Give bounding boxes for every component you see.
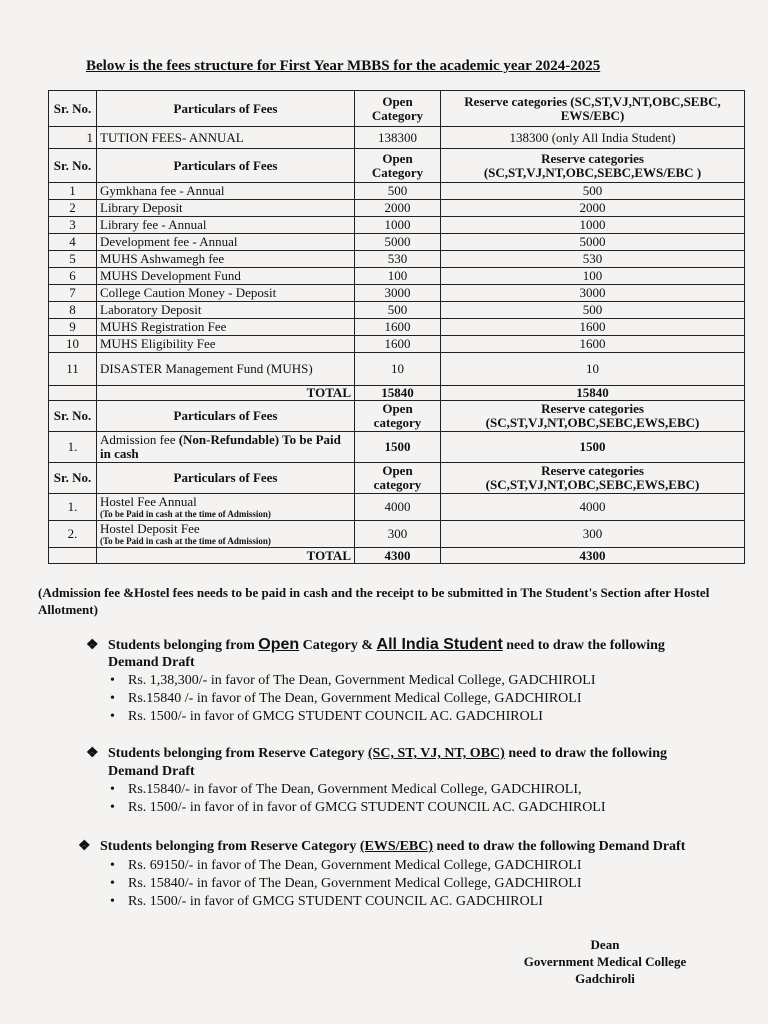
cell-particular: Laboratory Deposit: [97, 302, 355, 319]
list-item: • Rs. 69150/- in favor of The Dean, Government Medical College, GADCHIROLI: [128, 857, 581, 875]
open-category-label: Open: [258, 636, 300, 653]
total-row: [49, 386, 745, 401]
cell-particular: Development fee - Annual: [97, 234, 355, 251]
cell-particular: MUHS Registration Fee: [97, 319, 355, 336]
table-header: [49, 91, 745, 127]
total-row: [49, 548, 745, 564]
cell-particular: DISASTER Management Fund (MUHS): [97, 353, 355, 386]
cell-open: 1600: [355, 319, 441, 336]
cell-sr: 1: [49, 183, 97, 200]
table-row: [49, 353, 745, 386]
total-label: TOTAL: [97, 386, 355, 401]
header-reserve: Reserve categories (SC,ST,VJ,NT,OBC,SEBC, EWS/EBC): [441, 91, 745, 127]
hostel-fee-note: (To be Paid in cash at the time of Admission): [100, 509, 271, 519]
header-open: Open category: [355, 401, 441, 432]
total-open: 15840: [355, 386, 441, 401]
header-open: Open Category: [355, 149, 441, 183]
signature-block: [500, 936, 710, 987]
header-open: Open Category: [355, 91, 441, 127]
cell-open: 1000: [355, 217, 441, 234]
section-heading: ❖ Students belonging from Open Category & All India Student need to draw the following: [86, 636, 665, 653]
diamond-bullet-icon: ❖: [78, 839, 91, 854]
header-sr: Sr. No.: [49, 401, 97, 432]
cell-particular: Library fee - Annual: [97, 217, 355, 234]
cell-sr: 3: [49, 217, 97, 234]
table-row: [49, 183, 745, 200]
list-item: • Rs. 15840/- in favor of The Dean, Government Medical College, GADCHIROLI: [128, 875, 581, 893]
cell-open: 500: [355, 183, 441, 200]
header-reserve: Reserve categories (SC,ST,VJ,NT,OBC,SEBC,EWS,EBC): [441, 463, 745, 494]
cell-reserve: 138300 (only All India Student): [441, 127, 745, 149]
cell-particular: MUHS Ashwamegh fee: [97, 251, 355, 268]
page-title: Below is the fees structure for First Year MBBS for the academic year 2024-2025: [86, 58, 601, 74]
table-row: [49, 217, 745, 234]
table-header: [49, 401, 745, 432]
table-row: [49, 319, 745, 336]
table-row: [49, 302, 745, 319]
cell-reserve: 10: [441, 353, 745, 386]
table-row: [49, 494, 745, 521]
cell-sr: 4: [49, 234, 97, 251]
section-heading-line2: Demand Draft: [108, 764, 195, 779]
cell-reserve: 100: [441, 268, 745, 285]
admission-fee-label: Admission fee: [100, 432, 179, 447]
cell-reserve: 3000: [441, 285, 745, 302]
header-sr: Sr. No.: [49, 149, 97, 183]
cell-open: 138300: [355, 127, 441, 149]
cell-particular: [97, 494, 355, 521]
admission-fee-note: (Non-Refundable) To be Paid in cash: [100, 432, 341, 461]
diamond-bullet-icon: ❖: [86, 638, 99, 653]
cell-open: 4000: [355, 494, 441, 521]
header-open: Open category: [355, 463, 441, 494]
hostel-deposit-label: Hostel Deposit Fee: [100, 521, 200, 536]
table-row: [49, 251, 745, 268]
cell-sr: 1.: [49, 432, 97, 463]
cell-open: 3000: [355, 285, 441, 302]
cell-sr: 8: [49, 302, 97, 319]
cell-sr: 2: [49, 200, 97, 217]
cell-open: 1500: [355, 432, 441, 463]
cell-open: 2000: [355, 200, 441, 217]
demand-draft-list: [128, 857, 581, 911]
cell-sr: 2.: [49, 521, 97, 548]
cell-reserve: 5000: [441, 234, 745, 251]
cell-reserve: 1000: [441, 217, 745, 234]
total-label: TOTAL: [97, 548, 355, 564]
table-header: [49, 463, 745, 494]
list-item: • Rs.15840 /- in favor of The Dean, Government Medical College, GADCHIROLI: [128, 690, 595, 708]
fees-table: [48, 90, 745, 564]
cell-sr: 5: [49, 251, 97, 268]
cell-particular: Library Deposit: [97, 200, 355, 217]
cell-reserve: 1500: [441, 432, 745, 463]
ews-category-label: (EWS/EBC): [359, 839, 434, 854]
list-item: • Rs. 1500/- in favor of GMCG STUDENT COUNCIL AC. GADCHIROLI: [128, 893, 581, 911]
cell-particular: [97, 521, 355, 548]
table-row: [49, 127, 745, 149]
cell-particular: TUTION FEES- ANNUAL: [97, 127, 355, 149]
list-item: • Rs.15840/- in favor of The Dean, Government Medical College, GADCHIROLI,: [128, 781, 606, 799]
table-row: [49, 234, 745, 251]
all-india-label: All India Student: [376, 636, 503, 653]
cell-open: 10: [355, 353, 441, 386]
cell-open: 530: [355, 251, 441, 268]
header-particulars: Particulars of Fees: [97, 149, 355, 183]
table-row: [49, 200, 745, 217]
cell-open: 300: [355, 521, 441, 548]
cell-open: 500: [355, 302, 441, 319]
list-item: • Rs. 1,38,300/- in favor of The Dean, Government Medical College, GADCHIROLI: [128, 672, 595, 690]
table-row: [49, 336, 745, 353]
cell-open: 5000: [355, 234, 441, 251]
header-particulars: Particulars of Fees: [97, 463, 355, 494]
list-item: • Rs. 1500/- in favor of in favor of GMCG STUDENT COUNCIL AC. GADCHIROLI: [128, 799, 606, 817]
cell-reserve: 500: [441, 302, 745, 319]
cell-reserve: 4000: [441, 494, 745, 521]
total-open: 4300: [355, 548, 441, 564]
diamond-bullet-icon: ❖: [86, 746, 99, 761]
hostel-fee-label: Hostel Fee Annual: [100, 494, 197, 509]
section-heading: ❖ Students belonging from Reserve Category (EWS/EBC) need to draw the following Demand Draft: [78, 839, 686, 854]
cell-reserve: 300: [441, 521, 745, 548]
cell-reserve: 1600: [441, 336, 745, 353]
table-row: [49, 521, 745, 548]
cell-sr: 6: [49, 268, 97, 285]
header-reserve: Reserve categories (SC,ST,VJ,NT,OBC,SEBC,EWS,EBC): [441, 401, 745, 432]
header-reserve: Reserve categories (SC,ST,VJ,NT,OBC,SEBC,EWS/EBC ): [441, 149, 745, 183]
cell-particular: College Caution Money - Deposit: [97, 285, 355, 302]
payment-note: (Admission fee &Hostel fees needs to be paid in cash and the receipt to be submitted in The Student's Section after Hostel Allotment): [38, 585, 710, 617]
table-row: [49, 285, 745, 302]
cell-open: 1600: [355, 336, 441, 353]
cell-particular: MUHS Development Fund: [97, 268, 355, 285]
header-particulars: Particulars of Fees: [97, 401, 355, 432]
cell-sr: 11: [49, 353, 97, 386]
table-row: [49, 432, 745, 463]
cell-sr: 1.: [49, 494, 97, 521]
section-heading: ❖ Students belonging from Reserve Category (SC, ST, VJ, NT, OBC) need to draw the following: [86, 746, 667, 761]
cell-reserve: 530: [441, 251, 745, 268]
cell-sr: 1: [49, 127, 97, 149]
reserve-category-label: (SC, ST, VJ, NT, OBC): [367, 746, 505, 761]
cell-sr: 7: [49, 285, 97, 302]
header-sr: Sr. No.: [49, 463, 97, 494]
signatory-title: Dean: [590, 937, 620, 952]
cell-reserve: 2000: [441, 200, 745, 217]
section-heading-line2: Demand Draft: [108, 655, 195, 670]
cell-particular: Gymkhana fee - Annual: [97, 183, 355, 200]
demand-draft-list: [128, 781, 606, 817]
hostel-deposit-note: (To be Paid in cash at the time of Admission): [100, 536, 271, 546]
header-particulars: Particulars of Fees: [97, 91, 355, 127]
cell-particular: [97, 432, 355, 463]
institution-city: Gadchiroli: [575, 971, 635, 986]
cell-reserve: 1600: [441, 319, 745, 336]
header-sr: Sr. No.: [49, 91, 97, 127]
institution-name: Government Medical College: [523, 954, 687, 969]
cell-open: 100: [355, 268, 441, 285]
cell-sr: 10: [49, 336, 97, 353]
table-header: [49, 149, 745, 183]
table-row: [49, 268, 745, 285]
list-item: • Rs. 1500/- in favor of GMCG STUDENT COUNCIL AC. GADCHIROLI: [128, 708, 595, 726]
total-reserve: 15840: [441, 386, 745, 401]
demand-draft-list: [128, 672, 595, 726]
cell-reserve: 500: [441, 183, 745, 200]
cell-sr: 9: [49, 319, 97, 336]
cell-particular: MUHS Eligibility Fee: [97, 336, 355, 353]
total-reserve: 4300: [441, 548, 745, 564]
